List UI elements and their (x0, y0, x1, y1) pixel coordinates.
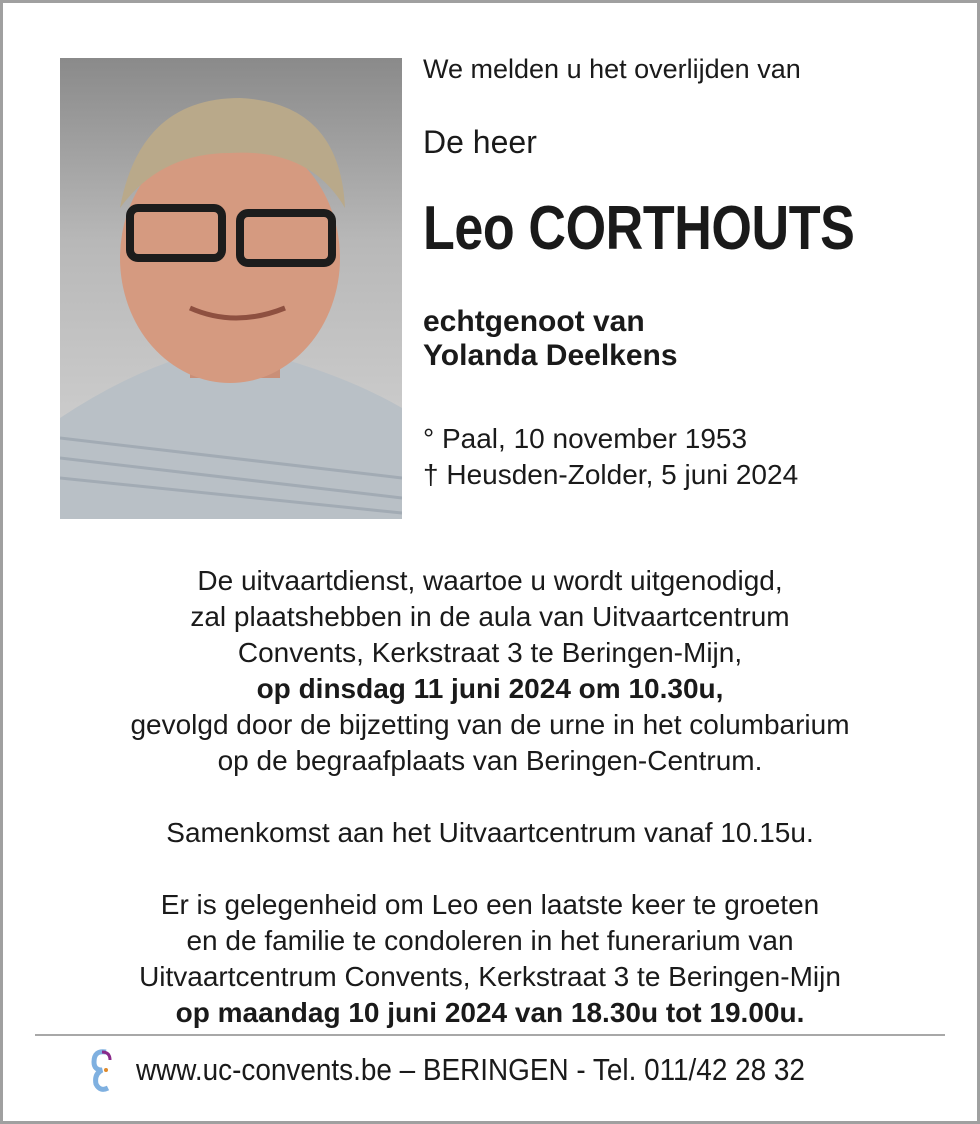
service-line: zal plaatshebben in de aula van Uitvaartcentrum (190, 601, 790, 632)
visit-date: op maandag 10 juni 2024 van 18.30u tot 19.00u. (175, 997, 805, 1028)
footer-contact: www.uc-convents.be – BERINGEN - Tel. 011/42 28 32 (136, 1052, 805, 1087)
uc-convents-logo-icon (90, 1048, 114, 1092)
divider (35, 1034, 945, 1036)
relation (423, 305, 678, 373)
portrait-photo (60, 58, 402, 519)
gathering-info: Samenkomst aan het Uitvaartcentrum vanaf 10.15u. (166, 817, 814, 848)
intro-text: We melden u het overlijden van (423, 54, 801, 84)
death-info: † Heusden-Zolder, 5 juni 2024 (423, 459, 799, 490)
service-date: op dinsdag 11 juni 2024 om 10.30u, (256, 673, 724, 704)
service-line: De uitvaartdienst, waartoe u wordt uitgenodigd, (197, 565, 783, 596)
deceased-name: Leo CORTHOUTS (423, 194, 855, 263)
visit-line: Uitvaartcentrum Convents, Kerkstraat 3 te Beringen-Mijn (139, 961, 841, 992)
service-line: gevolgd door de bijzetting van de urne in het columbarium (130, 709, 850, 740)
notice-body (40, 563, 940, 1031)
visit-line: en de familie te condoleren in het funerarium van (186, 925, 794, 956)
relation-label: echtgenoot van (423, 305, 645, 338)
spouse-name: Yolanda Deelkens (423, 339, 678, 372)
service-line: Convents, Kerkstraat 3 te Beringen-Mijn, (237, 637, 743, 668)
footer (90, 1048, 879, 1092)
service-line: op de begraafplaats van Beringen-Centrum. (217, 745, 763, 776)
dates (423, 421, 798, 493)
birth-info: ° Paal, 10 november 1953 (423, 423, 748, 454)
visit-line: Er is gelegenheid om Leo een laatste keer te groeten (160, 889, 820, 920)
honorific: De heer (423, 124, 537, 160)
